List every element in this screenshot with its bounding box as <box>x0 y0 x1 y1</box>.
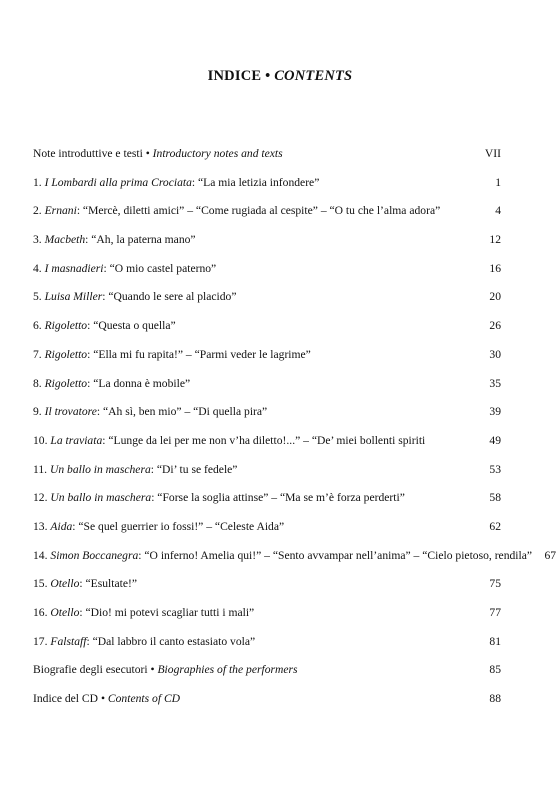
toc-entry-title <box>33 656 298 685</box>
toc-entry-text: : “Forse la soglia attinse” – “Ma se m’è forza perderti” <box>151 491 405 505</box>
toc-entry-number: 12. <box>33 491 51 505</box>
toc-entry-title <box>33 312 176 341</box>
toc-entry <box>33 628 501 657</box>
toc-entry-translation: Contents of CD <box>107 692 181 706</box>
toc-entry-translation: Introductory notes and texts <box>152 147 283 160</box>
toc-entry-number: 15. <box>33 577 51 591</box>
toc-entry-page: 62 <box>489 519 501 533</box>
toc-entry-work: Rigoletto <box>44 319 88 333</box>
toc-entry <box>33 427 501 456</box>
toc-entry-work: Otello <box>50 606 80 619</box>
toc-entry-text: Indice del CD <box>33 692 99 706</box>
toc-entry-separator: • <box>147 663 158 677</box>
toc-entry-text: : “Ah, la paterna mano” <box>85 233 196 247</box>
toc-entry <box>33 484 501 513</box>
toc-entry-page: 4 <box>495 204 501 218</box>
toc-entry-title <box>33 398 267 427</box>
toc-entry-title <box>33 513 284 542</box>
toc-entry-title <box>33 341 311 370</box>
toc-entry-title <box>33 542 532 571</box>
toc-entry <box>33 599 501 628</box>
toc-entry-text: : “Di’ tu se fedele” <box>150 462 238 476</box>
toc-entry-page: 85 <box>489 663 501 677</box>
toc-entry-text: : “O inferno! Amelia qui!” – “Sento avvampar nell’anima” – “Cielo pietoso, rendila” <box>138 548 533 562</box>
toc-entry-separator: • <box>98 692 108 706</box>
toc-entry-page: 30 <box>489 347 501 361</box>
toc-entry <box>33 226 501 255</box>
toc-entry-work: Un ballo in maschera <box>50 491 152 505</box>
toc-entry-text: : “Quando le sere al placido” <box>102 290 237 304</box>
toc-entry-text: : “O mio castel paterno” <box>103 261 217 275</box>
toc-entry-text: : “Mercè, diletti amici” – “Come rugiada al cespite” – “O tu che l’alma adora” <box>76 204 441 218</box>
toc-entry-work: Luisa Miller <box>44 290 103 304</box>
toc-entry-separator: • <box>142 147 153 160</box>
toc-entry-page: VII <box>484 147 501 160</box>
toc-entry-number: 14. <box>33 548 51 562</box>
toc-entry-number: 13. <box>33 519 51 533</box>
title-alt: CONTENTS <box>274 68 353 84</box>
toc-entry-page: 39 <box>489 405 501 419</box>
toc-entry-number: 8. <box>33 376 45 390</box>
toc-entry-title <box>33 140 283 169</box>
toc-entry <box>33 570 501 599</box>
toc-entry <box>33 542 557 571</box>
toc-entry-title <box>33 427 425 456</box>
toc-entry <box>33 398 501 427</box>
toc-entry-title <box>33 456 237 485</box>
toc-entry-number: 5. <box>33 290 45 304</box>
toc-entry-title <box>33 197 440 226</box>
toc-entry <box>33 312 501 341</box>
toc-entry-page: 20 <box>489 290 501 304</box>
toc-entry-title <box>33 484 405 513</box>
toc-entry-title <box>33 570 137 599</box>
toc-entry-text: : “Ah sì, ben mio” – “Di quella pira” <box>96 405 268 419</box>
toc-entry-text: : “La mia letizia infondere” <box>191 175 320 189</box>
toc-entry <box>33 255 501 284</box>
toc-entry <box>33 197 501 226</box>
toc-entry-page: 1 <box>495 175 501 189</box>
toc-entry-work: I masnadieri <box>44 261 104 275</box>
toc-entry-page: 77 <box>489 606 501 619</box>
toc-entry-title <box>33 628 255 657</box>
toc-entry-work: Rigoletto <box>44 376 88 390</box>
toc-entry <box>33 370 501 399</box>
page-title <box>0 68 560 85</box>
toc-entry-work: Il trovatore <box>44 405 97 419</box>
toc-entry-text: : “Esultate!” <box>79 577 137 591</box>
toc-entry-page: 67 <box>544 548 557 562</box>
toc-entry-work: Falstaff <box>50 634 87 648</box>
toc-entry-text: : “La donna è mobile” <box>87 376 191 390</box>
toc-entry-work: Otello <box>50 577 80 591</box>
toc-entry-page: 26 <box>489 319 501 333</box>
toc-entry-work: Ernani <box>44 204 77 218</box>
toc-entry-number: 6. <box>33 319 45 333</box>
toc-entry-number: 11. <box>33 462 50 476</box>
toc-entry-text: : “Ella mi fu rapita!” – “Parmi veder le lagrime” <box>87 347 311 361</box>
toc-entry-work: I Lombardi alla prima Crociata <box>44 175 192 189</box>
toc-entry-work: Rigoletto <box>44 347 88 361</box>
toc-entry <box>33 341 501 370</box>
toc-entry-work: Macbeth <box>44 233 86 247</box>
toc-entry-number: 3. <box>33 233 45 247</box>
toc-entry-page: 12 <box>489 233 501 247</box>
toc-entry-number: 7. <box>33 347 45 361</box>
toc-entry-page: 53 <box>489 462 501 476</box>
toc-entry-page: 35 <box>489 376 501 390</box>
title-separator: • <box>261 68 275 84</box>
toc-entry-text: : “Lunge da lei per me non v’ha diletto!...” – “De’ miei bollenti spiriti <box>102 433 426 447</box>
toc-entry-number: 1. <box>33 175 45 189</box>
toc-entry-work: La traviata <box>50 433 103 447</box>
toc-entry-title <box>33 169 319 198</box>
toc-entry-work: Simon Boccanegra <box>50 548 139 562</box>
toc-entry-title <box>33 226 196 255</box>
toc-entry <box>33 283 501 312</box>
toc-entry-number: 9. <box>33 405 45 419</box>
toc-entry-text: : “Se quel guerrier io fossi!” – “Celeste Aida” <box>72 519 285 533</box>
toc-entry-title <box>33 283 236 312</box>
toc-entry-page: 75 <box>489 577 501 591</box>
toc-entry <box>33 685 501 714</box>
toc-entry-text: : “Questa o quella” <box>87 319 176 333</box>
toc-entry-title <box>33 685 180 714</box>
toc-entry-title <box>33 599 254 628</box>
table-of-contents <box>33 140 557 714</box>
toc-entry-number: 17. <box>33 634 51 648</box>
toc-entry-work: Un ballo in maschera <box>49 462 151 476</box>
toc-entry <box>33 513 501 542</box>
toc-entry-page: 49 <box>489 433 501 447</box>
toc-entry-number: 2. <box>33 204 45 218</box>
toc-entry-page: 81 <box>489 634 501 648</box>
toc-entry-work: Aida <box>50 519 73 533</box>
toc-entry-number: 16. <box>33 606 51 619</box>
toc-entry-page: 58 <box>489 491 501 505</box>
toc-entry-text: : “Dal labbro il canto estasiato vola” <box>86 634 256 648</box>
toc-entry-number: 4. <box>33 261 45 275</box>
toc-entry-text: : “Dio! mi potevi scagliar tutti i mali” <box>79 606 255 619</box>
toc-entry <box>33 169 501 198</box>
toc-entry-page: 16 <box>489 261 501 275</box>
toc-entry <box>33 656 501 685</box>
toc-entry-text: Note introduttive e testi <box>33 147 143 160</box>
toc-entry-page: 88 <box>489 692 501 706</box>
toc-entry-translation: Biographies of the performers <box>157 663 298 677</box>
toc-entry-number: 10. <box>33 433 51 447</box>
toc-entry <box>33 140 501 169</box>
title-main: INDICE <box>207 68 262 84</box>
toc-entry <box>33 456 501 485</box>
toc-entry-title <box>33 255 216 284</box>
toc-entry-text: Biografie degli esecutori <box>33 663 148 677</box>
toc-entry-title <box>33 370 190 399</box>
